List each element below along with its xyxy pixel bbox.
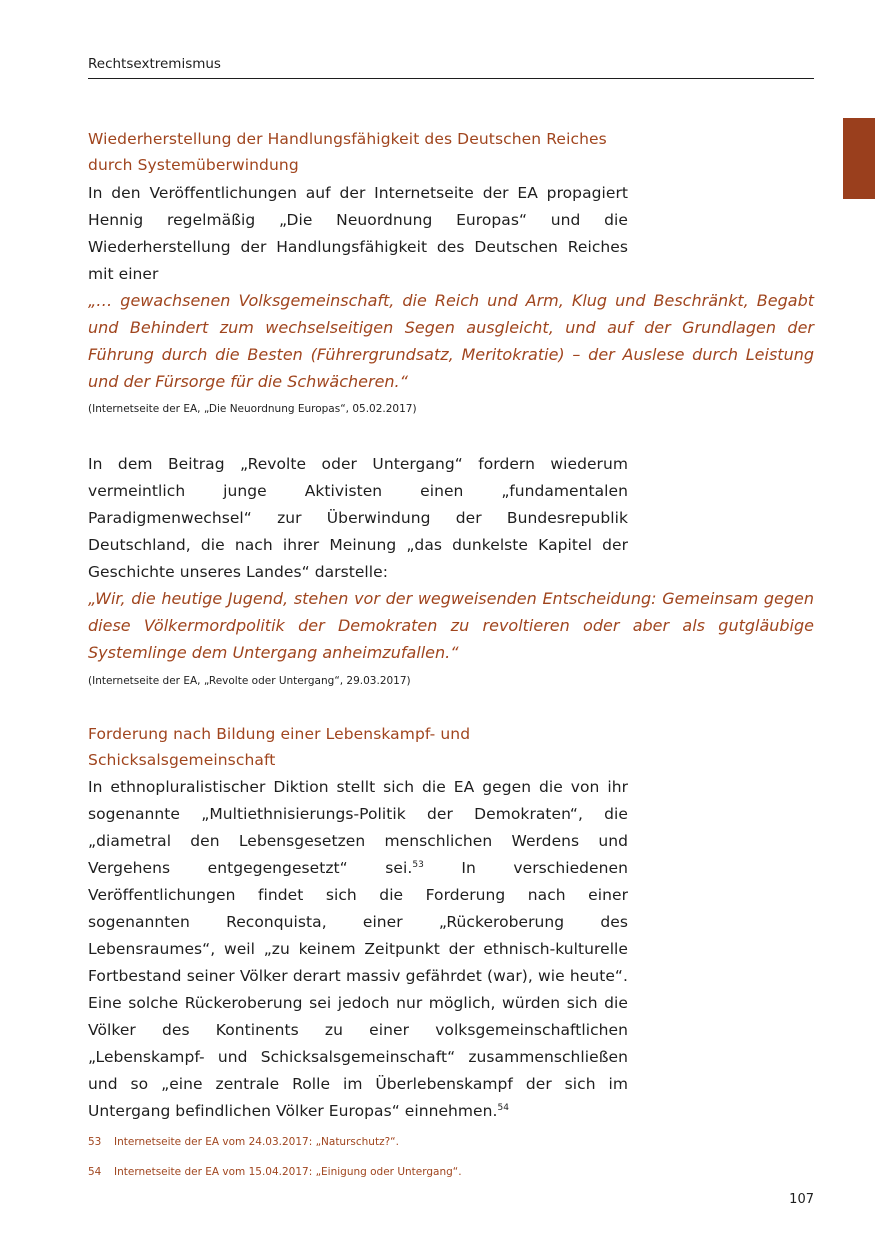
header-divider [88, 78, 814, 79]
section-heading-reich: Wiederherstellung der Handlungsfähigkeit des Deutschen Reiches durch Systemüberwindung [88, 130, 607, 174]
paragraph-text-part1: In ethnopluralistischer Diktion stellt sich die EA gegen die von ihr sogenannte „Multiethnisierungs-Politik der Demokraten“, die „diametral den Lebensgesetzen menschlichen Werdens und Vergehens entgegengesetzt“ sei. [88, 778, 628, 877]
page-number: 107 [789, 1192, 814, 1207]
paragraph-revolte: In dem Beitrag „Revolte oder Untergang“ fordern wiederum vermeintlich junge Aktivisten einen „fundamentalen Paradigmenwechsel“ zur Überwindung der Bundesrepublik Deutschland, die nach ihrer Meinung „das dunkelste Kapitel der Geschichte unseres Landes“ darstelle: [88, 455, 628, 581]
footnote-text: Internetseite der EA vom 24.03.2017: „Naturschutz?“. [114, 1136, 399, 1148]
chapter-thumb-tab [843, 118, 875, 199]
footnote-54 [88, 1166, 462, 1178]
paragraph-reich: In den Veröffentlichungen auf der Internetseite der EA propagiert Hennig regelmäßig „Die Neuordnung Europas“ und die Wiederherstellung der Handlungsfähigkeit des Deutschen Reiches mit einer [88, 184, 628, 283]
footnote-number: 53 [88, 1136, 102, 1148]
footnote-text: Internetseite der EA vom 15.04.2017: „Einigung oder Untergang“. [114, 1166, 462, 1178]
footnote-number: 54 [88, 1166, 102, 1178]
running-header: Rechtsextremismus [88, 56, 221, 72]
heading-text: Forderung nach Bildung einer Lebenskampf- und Schicksalsgemeinschaft [88, 725, 471, 769]
source-citation-neuordnung: (Internetseite der EA, „Die Neuordnung Europas“, 05.02.2017) [88, 403, 417, 415]
source-citation-revolte: (Internetseite der EA, „Revolte oder Untergang“, 29.03.2017) [88, 675, 411, 687]
quote-jugend: „Wir, die heutige Jugend, stehen vor der wegweisenden Entscheidung: Gemeinsam gegen diese Völkermordpolitik der Demokraten zu revoltieren oder aber als gutgläubige Systemlinge dem Untergang anheimzufallen.“ [88, 589, 814, 662]
footnote-53 [88, 1136, 399, 1148]
footnote-ref-53: 53 [412, 860, 424, 870]
footnote-ref-54: 54 [497, 1103, 510, 1113]
section-heading-lebenskampf [88, 721, 648, 773]
paragraph-text-part2: In verschiedenen Veröffentlichungen findet sich die Forderung nach einer sogenannten Reconquista, einer „Rückeroberung des Lebensraumes“, weil „zu keinem Zeitpunkt der ethnisch-kulturelle Fortbestand seiner Völker derart massiv gefährdet (war), wie heute“. Eine solche Rückeroberung sei jedoch nur möglich, würden sich die Völker des Kontinents zu einer volksgemeinschaftlichen „Lebenskampf- und Schicksalsgemeinschaft“ zusammenschließen und so „eine zentrale Rolle im Überlebenskampf der sich im Untergang befindlichen Völker Europas“ einnehmen. [88, 859, 628, 1120]
paragraph-ethnopluralismus [88, 774, 628, 1125]
quote-volksgemeinschaft: „… gewachsenen Volksgemeinschaft, die Reich und Arm, Klug und Beschränkt, Begabt und Behindert zum wechselseitigen Segen ausgleicht, und auf der Grundlagen der Führung durch die Besten (Führergrundsatz, Meritokratie) – der Auslese durch Leistung und der Fürsorge für die Schwächeren.“ [88, 291, 814, 391]
